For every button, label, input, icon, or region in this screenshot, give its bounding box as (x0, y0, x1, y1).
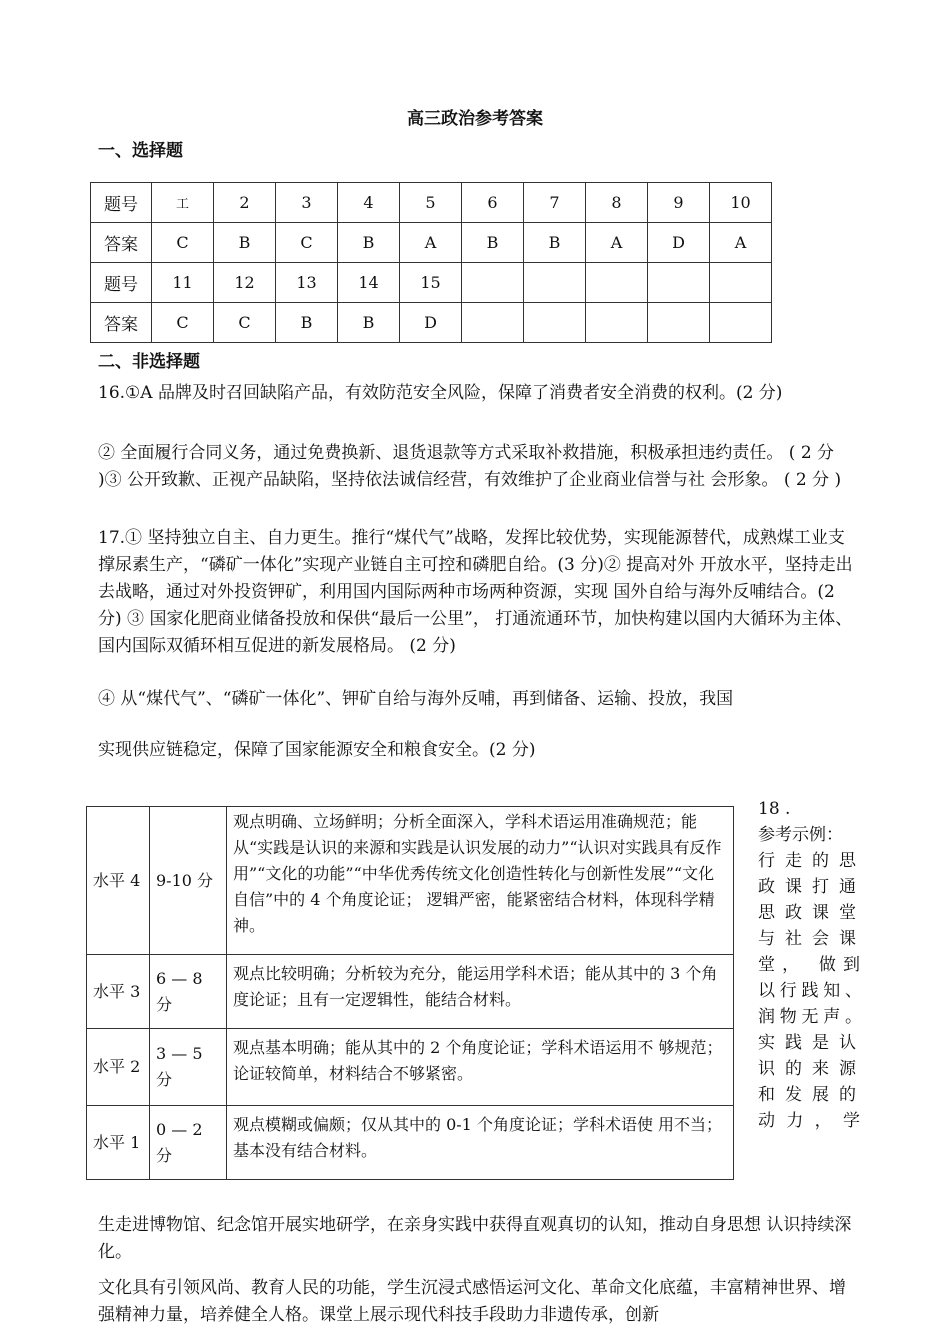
rubric-description: 观点明确、立场鲜明；分析全面深入，学科术语运用准确规范；能从“实践是认识的来源和实践是认识发展的动力”“认识对实践具有反作用”“文化的功能”“中华优秀传统文化创造性转化与创新性发展”“文化自信”中的 4 个角度论证； 逻辑严密，能紧密结合材料，体现科学精神。 (227, 807, 734, 955)
table-cell: D (400, 303, 462, 343)
rubric-level: 水平 4 (87, 807, 150, 955)
table-cell (586, 263, 648, 303)
rubric-level: 水平 3 (87, 955, 150, 1029)
table-cell: 14 (338, 263, 400, 303)
table-cell: B (338, 223, 400, 263)
answer-18-cont-part2: 文化具有引领风尚、教育人民的功能，学生沉浸式感悟运河文化、革命文化底蕴，丰富精神世界、增强精神力量，培养健全人格。课堂上展示现代科技手段助力非遗传承，创新 (98, 1278, 846, 1325)
answer-17-part2: ④ 从“煤代气”、“磷矿一体化”、钾矿自给与海外反哺，再到储备、运输、投放，我国 (98, 689, 734, 709)
sidebar-line: 和发展的 (758, 1085, 862, 1105)
table-cell: 12 (214, 263, 276, 303)
sidebar-line: 思政课堂 (758, 903, 862, 923)
answer-18-sidebar (758, 796, 862, 1134)
table-cell: D (648, 223, 710, 263)
table-row (87, 807, 734, 955)
answer-17-part3: 实现供应链稳定，保障了国家能源安全和粮食安全。(2 分) (98, 740, 536, 760)
table-cell: 6 (462, 183, 524, 223)
row-label: 题号 (91, 263, 152, 303)
sidebar-line: 润物无声。 (758, 1007, 862, 1027)
table-cell: 3 (276, 183, 338, 223)
rubric-level: 水平 2 (87, 1029, 150, 1106)
sidebar-line: 与社会课 (758, 929, 862, 949)
table-row (87, 955, 734, 1029)
table-cell: A (710, 223, 772, 263)
table-cell: B (524, 223, 586, 263)
scoring-rubric-table (86, 806, 734, 1180)
table-cell: 2 (214, 183, 276, 223)
table-cell (648, 303, 710, 343)
rubric-score: 9-10 分 (150, 807, 227, 955)
table-cell: C (276, 223, 338, 263)
rubric-description: 观点比较明确；分析较为充分，能运用学科术语；能从其中的 3 个角度论证；且有一定逻辑性，能结合材料。 (227, 955, 734, 1029)
table-row (91, 223, 772, 263)
table-cell: B (462, 223, 524, 263)
table-row (87, 1029, 734, 1106)
table-cell: 5 (400, 183, 462, 223)
answer-18-cont-part1: 生走进博物馆、纪念馆开展实地研学，在亲身实践中获得直观真切的认知，推动自身思想 认识持续深化。 (98, 1215, 852, 1262)
page-title: 高三政治参考答案 (407, 109, 543, 129)
sidebar-line: 政课打通 (758, 877, 862, 897)
rubric-description: 观点模糊或偏颇；仅从其中的 0-1 个角度论证；学科术语使 用不当；基本没有结合材料。 (227, 1106, 734, 1180)
sidebar-line: 实践是认 (758, 1033, 862, 1053)
answer-16-part1: 16.①A 品牌及时召回缺陷产品，有效防范安全风险，保障了消费者安全消费的权利。(2 分) (98, 383, 783, 403)
table-row (91, 263, 772, 303)
table-cell: C (152, 223, 214, 263)
rubric-description: 观点基本明确；能从其中的 2 个角度论证；学科术语运用不 够规范；论证较简单，材料结合不够紧密。 (227, 1029, 734, 1106)
sidebar-line: 堂， 做到 (758, 955, 862, 975)
table-cell: C (152, 303, 214, 343)
table-cell: 10 (710, 183, 772, 223)
table-cell (524, 263, 586, 303)
sidebar-line: 动力，学 (758, 1111, 862, 1131)
table-cell: A (586, 223, 648, 263)
table-cell (710, 263, 772, 303)
table-cell: 4 (338, 183, 400, 223)
table-cell: C (214, 303, 276, 343)
table-cell: 15 (400, 263, 462, 303)
sidebar-line: 18 . (758, 799, 791, 819)
row-label: 题号 (91, 183, 152, 223)
table-cell: A (400, 223, 462, 263)
section-heading-nonchoice: 二、非选择题 (98, 352, 200, 372)
sidebar-line: 行走的思 (758, 851, 862, 871)
table-cell (524, 303, 586, 343)
sidebar-line: 参考示例： (758, 825, 843, 845)
rubric-score: 3 — 5 分 (150, 1029, 227, 1106)
table-cell: 13 (276, 263, 338, 303)
answer-17-part1: 17.① 坚持独立自主、自力更生。推行“煤代气”战略，发挥比较优势，实现能源替代，成熟煤工业支撑尿素生产，“磷矿一体化”实现产业链自主可控和磷肥自给。(3 分)② 提高对外 开放水平，坚持走出去战略，通过对外投资钾矿，利用国内国际两种市场两种资源，实现 国外自给与海外反哺结合。(2 分) ③ 国家化肥商业储备投放和保供“最后一公里”， 打通流通环节，加快构建以国内大循环为主体、国内国际双循环相互促进的新发展格局。 (2 分) (98, 528, 853, 656)
rubric-score: 0 — 2 分 (150, 1106, 227, 1180)
rubric-score: 6 — 8 分 (150, 955, 227, 1029)
sidebar-line: 以行践知、 (758, 981, 862, 1001)
table-cell (462, 263, 524, 303)
table-cell: 11 (152, 263, 214, 303)
table-cell: 9 (648, 183, 710, 223)
table-cell: B (214, 223, 276, 263)
row-label: 答案 (91, 303, 152, 343)
table-cell (710, 303, 772, 343)
table-cell: 8 (586, 183, 648, 223)
table-cell (648, 263, 710, 303)
row-label: 答案 (91, 223, 152, 263)
table-cell: B (276, 303, 338, 343)
table-cell (462, 303, 524, 343)
table-row (87, 1106, 734, 1180)
table-cell (586, 303, 648, 343)
table-cell: B (338, 303, 400, 343)
rubric-level: 水平 1 (87, 1106, 150, 1180)
section-heading-choice: 一、选择题 (98, 141, 183, 161)
answer-table (90, 182, 772, 343)
table-cell: 7 (524, 183, 586, 223)
answer-16-part2: ② 全面履行合同义务，通过免费换新、退货退款等方式采取补救措施，积极承担违约责任。 ( 2 分 )③ 公开致歉、正视产品缺陷，坚持依法诚信经营，有效维护了企业商业信誉与社 会形象。 ( 2 分 ) (98, 443, 842, 490)
table-row (91, 303, 772, 343)
table-row (91, 183, 772, 223)
sidebar-line: 识的来源 (758, 1059, 862, 1079)
table-cell: 工 (152, 183, 214, 223)
